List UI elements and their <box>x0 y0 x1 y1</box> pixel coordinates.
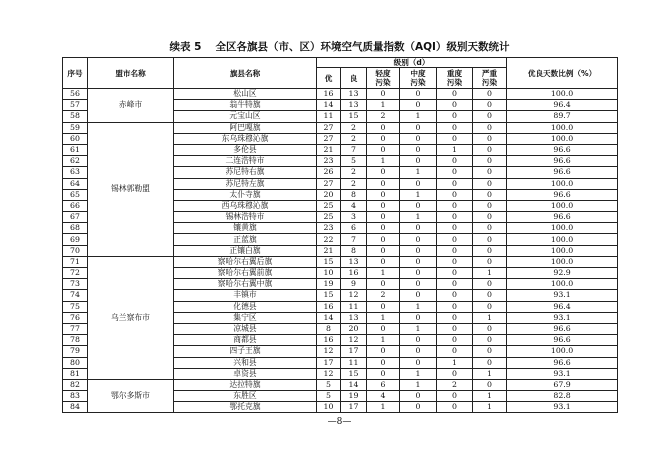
good-ratio-cell: 96.6 <box>507 156 618 167</box>
light-pollution-days-cell: 1 <box>367 335 400 346</box>
good-ratio-cell: 96.6 <box>507 323 618 334</box>
excellent-days-cell: 17 <box>317 357 341 368</box>
row-number-cell: 75 <box>63 301 88 312</box>
excellent-days-cell: 19 <box>317 279 341 290</box>
good-days-cell: 2 <box>341 178 367 189</box>
county-name-cell: 察哈尔右翼前旗 <box>174 268 317 279</box>
good-days-cell: 6 <box>341 223 367 234</box>
heavy-pollution-days-cell: 0 <box>437 223 473 234</box>
row-number-cell: 58 <box>63 111 88 122</box>
county-name-cell: 阿巴嘎旗 <box>174 122 317 133</box>
row-number-cell: 59 <box>63 122 88 133</box>
county-name-cell: 察哈尔右翼中旗 <box>174 279 317 290</box>
heavy-pollution-days-cell: 0 <box>437 189 473 200</box>
moderate-pollution-days-cell: 0 <box>400 89 437 100</box>
header-serial-number: 序号 <box>63 58 88 89</box>
good-ratio-cell: 100.0 <box>507 89 618 100</box>
light-pollution-days-cell: 0 <box>367 223 400 234</box>
severe-pollution-days-cell: 0 <box>473 290 507 301</box>
row-number-cell: 62 <box>63 156 88 167</box>
moderate-pollution-days-cell: 1 <box>400 212 437 223</box>
heavy-pollution-days-cell: 0 <box>437 323 473 334</box>
moderate-pollution-days-cell: 0 <box>400 279 437 290</box>
excellent-days-cell: 23 <box>317 223 341 234</box>
moderate-pollution-days-cell: 0 <box>400 290 437 301</box>
county-name-cell: 镶黄旗 <box>174 223 317 234</box>
good-days-cell: 14 <box>341 379 367 390</box>
light-pollution-days-cell: 1 <box>367 100 400 111</box>
heavy-pollution-days-cell: 0 <box>437 335 473 346</box>
city-name-cell: 赤峰市 <box>88 89 174 123</box>
excellent-days-cell: 27 <box>317 178 341 189</box>
row-number-cell: 64 <box>63 178 88 189</box>
county-name-cell: 二连浩特市 <box>174 156 317 167</box>
good-days-cell: 7 <box>341 144 367 155</box>
good-ratio-cell: 92.9 <box>507 268 618 279</box>
light-pollution-days-cell: 0 <box>367 200 400 211</box>
good-days-cell: 12 <box>341 290 367 301</box>
good-days-cell: 15 <box>341 111 367 122</box>
severe-pollution-days-cell: 0 <box>473 234 507 245</box>
moderate-pollution-days-cell: 0 <box>400 256 437 267</box>
heavy-pollution-days-cell: 0 <box>437 200 473 211</box>
row-number-cell: 80 <box>63 357 88 368</box>
row-number-cell: 79 <box>63 346 88 357</box>
moderate-pollution-days-cell: 0 <box>400 234 437 245</box>
severe-pollution-days-cell: 0 <box>473 111 507 122</box>
excellent-days-cell: 27 <box>317 122 341 133</box>
heavy-pollution-days-cell: 0 <box>437 167 473 178</box>
good-ratio-cell: 82.8 <box>507 391 618 402</box>
good-ratio-cell: 100.0 <box>507 346 618 357</box>
light-pollution-days-cell: 0 <box>367 133 400 144</box>
excellent-days-cell: 25 <box>317 212 341 223</box>
header-light-pollution-label: 轻度污染 <box>375 69 391 87</box>
table-header <box>63 58 618 89</box>
header-heavy-pollution-label: 重度污染 <box>446 69 463 87</box>
county-name-cell: 苏尼特左旗 <box>174 178 317 189</box>
light-pollution-days-cell: 0 <box>367 323 400 334</box>
heavy-pollution-days-cell: 0 <box>437 100 473 111</box>
county-name-cell: 多伦县 <box>174 144 317 155</box>
severe-pollution-days-cell: 0 <box>473 144 507 155</box>
header-row-1 <box>63 58 618 68</box>
light-pollution-days-cell: 2 <box>367 111 400 122</box>
excellent-days-cell: 21 <box>317 144 341 155</box>
good-days-cell: 13 <box>341 256 367 267</box>
excellent-days-cell: 15 <box>317 256 341 267</box>
excellent-days-cell: 5 <box>317 391 341 402</box>
county-name-cell: 商都县 <box>174 335 317 346</box>
moderate-pollution-days-cell: 1 <box>400 368 437 379</box>
good-days-cell: 8 <box>341 245 367 256</box>
good-ratio-cell: 100.0 <box>507 178 618 189</box>
heavy-pollution-days-cell: 1 <box>437 144 473 155</box>
light-pollution-days-cell: 0 <box>367 122 400 133</box>
severe-pollution-days-cell: 0 <box>473 346 507 357</box>
header-good-label: 良 <box>349 73 358 83</box>
light-pollution-days-cell: 0 <box>367 178 400 189</box>
excellent-days-cell: 27 <box>317 133 341 144</box>
good-ratio-cell: 96.6 <box>507 167 618 178</box>
good-days-cell: 13 <box>341 312 367 323</box>
severe-pollution-days-cell: 1 <box>473 391 507 402</box>
heavy-pollution-days-cell: 0 <box>437 89 473 100</box>
header-level-group: 级别（d） <box>317 58 507 68</box>
light-pollution-days-cell: 0 <box>367 357 400 368</box>
good-ratio-cell: 96.6 <box>507 189 618 200</box>
moderate-pollution-days-cell: 0 <box>400 335 437 346</box>
row-number-cell: 70 <box>63 245 88 256</box>
light-pollution-days-cell: 0 <box>367 256 400 267</box>
good-days-cell: 2 <box>341 133 367 144</box>
excellent-days-cell: 10 <box>317 402 341 413</box>
table-row <box>63 122 618 133</box>
county-name-cell: 松山区 <box>174 89 317 100</box>
header-severe-pollution <box>473 68 507 89</box>
header-county: 旗县名称 <box>174 58 317 89</box>
heavy-pollution-days-cell: 2 <box>437 379 473 390</box>
excellent-days-cell: 16 <box>317 301 341 312</box>
county-name-cell: 卓资县 <box>174 368 317 379</box>
severe-pollution-days-cell: 0 <box>473 245 507 256</box>
header-heavy-pollution <box>437 68 473 89</box>
county-name-cell: 凉城县 <box>174 323 317 334</box>
county-name-cell: 西乌珠穆沁旗 <box>174 200 317 211</box>
severe-pollution-days-cell: 0 <box>473 122 507 133</box>
excellent-days-cell: 12 <box>317 346 341 357</box>
row-number-cell: 68 <box>63 223 88 234</box>
good-days-cell: 15 <box>341 368 367 379</box>
excellent-days-cell: 15 <box>317 290 341 301</box>
good-ratio-cell: 93.1 <box>507 368 618 379</box>
moderate-pollution-days-cell: 0 <box>400 245 437 256</box>
excellent-days-cell: 23 <box>317 156 341 167</box>
light-pollution-days-cell: 0 <box>367 346 400 357</box>
county-name-cell: 锡林浩特市 <box>174 212 317 223</box>
county-name-cell: 达拉特旗 <box>174 379 317 390</box>
severe-pollution-days-cell: 1 <box>473 312 507 323</box>
good-ratio-cell: 96.6 <box>507 212 618 223</box>
county-name-cell: 集宁区 <box>174 312 317 323</box>
light-pollution-days-cell: 0 <box>367 189 400 200</box>
row-number-cell: 78 <box>63 335 88 346</box>
severe-pollution-days-cell: 0 <box>473 200 507 211</box>
moderate-pollution-days-cell: 1 <box>400 301 437 312</box>
good-days-cell: 11 <box>341 357 367 368</box>
city-name-cell: 乌兰察布市 <box>88 256 174 379</box>
heavy-pollution-days-cell: 0 <box>437 178 473 189</box>
county-name-cell: 四子王旗 <box>174 346 317 357</box>
good-ratio-cell: 89.7 <box>507 111 618 122</box>
row-number-cell: 71 <box>63 256 88 267</box>
heavy-pollution-days-cell: 0 <box>437 402 473 413</box>
row-number-cell: 77 <box>63 323 88 334</box>
row-number-cell: 66 <box>63 200 88 211</box>
light-pollution-days-cell: 1 <box>367 156 400 167</box>
county-name-cell: 元宝山区 <box>174 111 317 122</box>
moderate-pollution-days-cell: 0 <box>400 122 437 133</box>
moderate-pollution-days-cell: 0 <box>400 357 437 368</box>
light-pollution-days-cell: 0 <box>367 279 400 290</box>
good-ratio-cell: 100.0 <box>507 256 618 267</box>
excellent-days-cell: 8 <box>317 323 341 334</box>
heavy-pollution-days-cell: 0 <box>437 391 473 402</box>
moderate-pollution-days-cell: 0 <box>400 133 437 144</box>
heavy-pollution-days-cell: 0 <box>437 368 473 379</box>
moderate-pollution-days-cell: 0 <box>400 178 437 189</box>
row-number-cell: 81 <box>63 368 88 379</box>
moderate-pollution-days-cell: 0 <box>400 391 437 402</box>
light-pollution-days-cell: 2 <box>367 290 400 301</box>
heavy-pollution-days-cell: 0 <box>437 234 473 245</box>
good-days-cell: 8 <box>341 189 367 200</box>
good-ratio-cell: 100.0 <box>507 234 618 245</box>
county-name-cell: 化德县 <box>174 301 317 312</box>
moderate-pollution-days-cell: 1 <box>400 323 437 334</box>
county-name-cell: 正镶白旗 <box>174 245 317 256</box>
light-pollution-days-cell: 4 <box>367 391 400 402</box>
good-ratio-cell: 100.0 <box>507 133 618 144</box>
severe-pollution-days-cell: 0 <box>473 89 507 100</box>
moderate-pollution-days-cell: 0 <box>400 402 437 413</box>
light-pollution-days-cell: 6 <box>367 379 400 390</box>
severe-pollution-days-cell: 0 <box>473 212 507 223</box>
row-number-cell: 69 <box>63 234 88 245</box>
moderate-pollution-days-cell: 0 <box>400 346 437 357</box>
row-number-cell: 60 <box>63 133 88 144</box>
county-name-cell: 苏尼特右旗 <box>174 167 317 178</box>
excellent-days-cell: 12 <box>317 368 341 379</box>
light-pollution-days-cell: 1 <box>367 312 400 323</box>
excellent-days-cell: 11 <box>317 111 341 122</box>
heavy-pollution-days-cell: 0 <box>437 279 473 290</box>
good-days-cell: 2 <box>341 167 367 178</box>
heavy-pollution-days-cell: 0 <box>437 312 473 323</box>
severe-pollution-days-cell: 0 <box>473 156 507 167</box>
row-number-cell: 57 <box>63 100 88 111</box>
good-ratio-cell: 100.0 <box>507 245 618 256</box>
heavy-pollution-days-cell: 0 <box>437 346 473 357</box>
row-number-cell: 63 <box>63 167 88 178</box>
good-days-cell: 5 <box>341 156 367 167</box>
moderate-pollution-days-cell: 0 <box>400 200 437 211</box>
row-number-cell: 56 <box>63 89 88 100</box>
light-pollution-days-cell: 0 <box>367 301 400 312</box>
good-days-cell: 19 <box>341 391 367 402</box>
heavy-pollution-days-cell: 0 <box>437 111 473 122</box>
excellent-days-cell: 22 <box>317 234 341 245</box>
county-name-cell: 兴和县 <box>174 357 317 368</box>
good-days-cell: 13 <box>341 100 367 111</box>
light-pollution-days-cell: 1 <box>367 268 400 279</box>
heavy-pollution-days-cell: 0 <box>437 256 473 267</box>
moderate-pollution-days-cell: 0 <box>400 268 437 279</box>
excellent-days-cell: 26 <box>317 167 341 178</box>
excellent-days-cell: 10 <box>317 268 341 279</box>
county-name-cell: 丰镇市 <box>174 290 317 301</box>
light-pollution-days-cell: 0 <box>367 368 400 379</box>
moderate-pollution-days-cell: 1 <box>400 189 437 200</box>
moderate-pollution-days-cell: 0 <box>400 100 437 111</box>
good-days-cell: 9 <box>341 279 367 290</box>
county-name-cell: 鄂托克旗 <box>174 402 317 413</box>
row-number-cell: 73 <box>63 279 88 290</box>
moderate-pollution-days-cell: 0 <box>400 144 437 155</box>
good-days-cell: 3 <box>341 212 367 223</box>
table-label: 续表 5 <box>169 41 202 53</box>
light-pollution-days-cell: 0 <box>367 167 400 178</box>
severe-pollution-days-cell: 0 <box>473 100 507 111</box>
severe-pollution-days-cell: 0 <box>473 223 507 234</box>
table-caption <box>62 41 617 54</box>
severe-pollution-days-cell: 0 <box>473 178 507 189</box>
moderate-pollution-days-cell: 1 <box>400 379 437 390</box>
row-number-cell: 84 <box>63 402 88 413</box>
page-number: —8— <box>327 417 352 427</box>
good-days-cell: 17 <box>341 402 367 413</box>
severe-pollution-days-cell: 0 <box>473 301 507 312</box>
good-days-cell: 13 <box>341 89 367 100</box>
excellent-days-cell: 25 <box>317 200 341 211</box>
good-days-cell: 12 <box>341 335 367 346</box>
county-name-cell: 太仆寺旗 <box>174 189 317 200</box>
severe-pollution-days-cell: 1 <box>473 368 507 379</box>
excellent-days-cell: 20 <box>317 189 341 200</box>
light-pollution-days-cell: 0 <box>367 234 400 245</box>
good-days-cell: 7 <box>341 234 367 245</box>
county-name-cell: 正蓝旗 <box>174 234 317 245</box>
header-moderate-pollution <box>400 68 437 89</box>
moderate-pollution-days-cell: 0 <box>400 312 437 323</box>
good-ratio-cell: 100.0 <box>507 200 618 211</box>
heavy-pollution-days-cell: 0 <box>437 290 473 301</box>
county-name-cell: 东胜区 <box>174 391 317 402</box>
moderate-pollution-days-cell: 0 <box>400 223 437 234</box>
header-good-ratio: 优良天数比例（%） <box>507 58 618 89</box>
table-title: 全区各旗县（市、区）环境空气质量指数（AQI）级别天数统计 <box>215 41 510 53</box>
excellent-days-cell: 21 <box>317 245 341 256</box>
table-row <box>63 89 618 100</box>
header-severe-pollution-label: 严重污染 <box>481 69 498 87</box>
light-pollution-days-cell: 0 <box>367 89 400 100</box>
good-days-cell: 20 <box>341 323 367 334</box>
aqi-days-table <box>62 57 618 413</box>
row-number-cell: 65 <box>63 189 88 200</box>
heavy-pollution-days-cell: 0 <box>437 301 473 312</box>
good-days-cell: 17 <box>341 346 367 357</box>
good-ratio-cell: 96.6 <box>507 144 618 155</box>
good-ratio-cell: 100.0 <box>507 223 618 234</box>
severe-pollution-days-cell: 0 <box>473 357 507 368</box>
table-row <box>63 256 618 267</box>
good-days-cell: 11 <box>341 301 367 312</box>
county-name-cell: 东乌珠穆沁旗 <box>174 133 317 144</box>
severe-pollution-days-cell: 0 <box>473 279 507 290</box>
row-number-cell: 76 <box>63 312 88 323</box>
good-days-cell: 4 <box>341 200 367 211</box>
header-excellent <box>317 68 341 89</box>
heavy-pollution-days-cell: 1 <box>437 357 473 368</box>
good-ratio-cell: 100.0 <box>507 122 618 133</box>
severe-pollution-days-cell: 0 <box>473 379 507 390</box>
table-body <box>63 89 618 413</box>
good-ratio-cell: 93.1 <box>507 290 618 301</box>
row-number-cell: 74 <box>63 290 88 301</box>
good-ratio-cell: 93.1 <box>507 312 618 323</box>
heavy-pollution-days-cell: 0 <box>437 268 473 279</box>
good-days-cell: 2 <box>341 122 367 133</box>
county-name-cell: 翁牛特旗 <box>174 100 317 111</box>
excellent-days-cell: 16 <box>317 335 341 346</box>
heavy-pollution-days-cell: 0 <box>437 212 473 223</box>
table-row <box>63 379 618 390</box>
severe-pollution-days-cell: 0 <box>473 335 507 346</box>
city-name-cell: 锡林郭勒盟 <box>88 122 174 256</box>
header-good <box>341 68 367 89</box>
row-number-cell: 61 <box>63 144 88 155</box>
severe-pollution-days-cell: 0 <box>473 256 507 267</box>
excellent-days-cell: 5 <box>317 379 341 390</box>
severe-pollution-days-cell: 0 <box>473 323 507 334</box>
row-number-cell: 67 <box>63 212 88 223</box>
light-pollution-days-cell: 1 <box>367 402 400 413</box>
heavy-pollution-days-cell: 0 <box>437 156 473 167</box>
good-days-cell: 16 <box>341 268 367 279</box>
header-excellent-label: 优 <box>324 73 333 83</box>
header-moderate-pollution-label: 中度污染 <box>410 69 426 87</box>
row-number-cell: 72 <box>63 268 88 279</box>
good-ratio-cell: 96.4 <box>507 100 618 111</box>
severe-pollution-days-cell: 1 <box>473 402 507 413</box>
city-name-cell: 鄂尔多斯市 <box>88 379 174 413</box>
good-ratio-cell: 100.0 <box>507 279 618 290</box>
good-ratio-cell: 67.9 <box>507 379 618 390</box>
heavy-pollution-days-cell: 0 <box>437 133 473 144</box>
severe-pollution-days-cell: 0 <box>473 133 507 144</box>
severe-pollution-days-cell: 1 <box>473 268 507 279</box>
moderate-pollution-days-cell: 1 <box>400 167 437 178</box>
good-ratio-cell: 96.6 <box>507 335 618 346</box>
excellent-days-cell: 16 <box>317 89 341 100</box>
row-number-cell: 82 <box>63 379 88 390</box>
light-pollution-days-cell: 0 <box>367 144 400 155</box>
header-city: 盟市名称 <box>88 58 174 89</box>
header-light-pollution <box>367 68 400 89</box>
light-pollution-days-cell: 0 <box>367 212 400 223</box>
heavy-pollution-days-cell: 0 <box>437 122 473 133</box>
good-ratio-cell: 96.6 <box>507 357 618 368</box>
good-ratio-cell: 93.1 <box>507 402 618 413</box>
moderate-pollution-days-cell: 0 <box>400 156 437 167</box>
good-ratio-cell: 96.4 <box>507 301 618 312</box>
county-name-cell: 察哈尔右翼后旗 <box>174 256 317 267</box>
moderate-pollution-days-cell: 1 <box>400 111 437 122</box>
severe-pollution-days-cell: 0 <box>473 167 507 178</box>
severe-pollution-days-cell: 0 <box>473 189 507 200</box>
excellent-days-cell: 14 <box>317 100 341 111</box>
excellent-days-cell: 14 <box>317 312 341 323</box>
row-number-cell: 83 <box>63 391 88 402</box>
light-pollution-days-cell: 0 <box>367 245 400 256</box>
heavy-pollution-days-cell: 0 <box>437 245 473 256</box>
